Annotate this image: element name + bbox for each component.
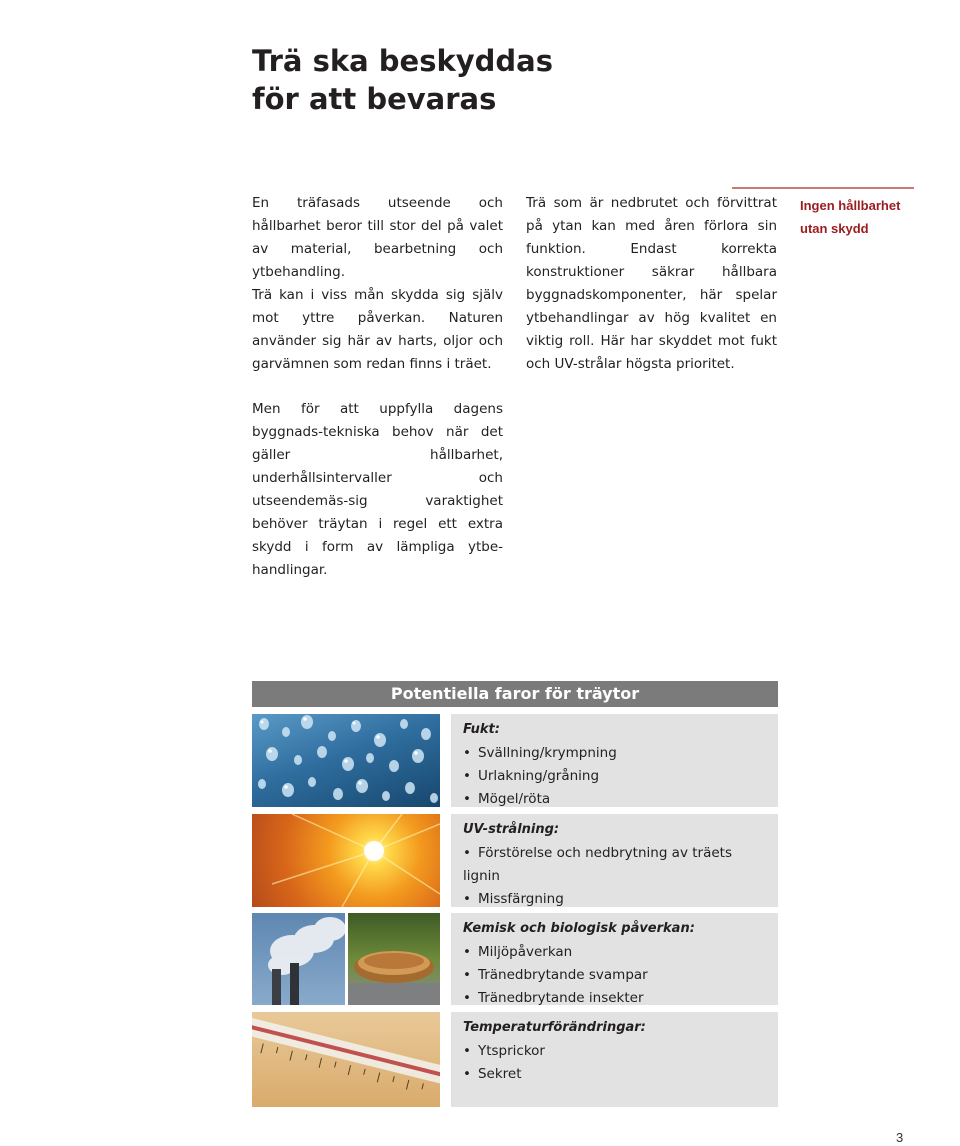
hazard-group-uv	[451, 814, 778, 907]
side-note	[800, 194, 920, 240]
hazard-group-moisture	[451, 714, 778, 807]
fungus-on-wood-image	[348, 913, 440, 1005]
hazard-list	[463, 941, 766, 1010]
hazards-title: Potentiella faror för träytor	[390, 684, 640, 703]
hazard-group-temperature	[451, 1012, 778, 1107]
hazard-item: • Ytsprickor	[463, 1040, 766, 1063]
hazard-item: • Mögel/röta	[463, 788, 766, 811]
sun-image	[252, 814, 440, 907]
side-note-line-1: Ingen hållbarhet	[800, 198, 901, 213]
hazard-item: • Miljöpåverkan	[463, 941, 766, 964]
surface-treatment-paragraph: Men för att uppfylla dagens byggnads-tekniska behov när det gäller hållbarhet, underhållsintervaller och utseendemäs-sig varaktighet behöver träytan i regel ett extra skydd i form av lämpliga ytbe-handlingar.	[252, 401, 503, 578]
hazard-item: • Förstörelse och nedbrytning av träets lignin	[463, 842, 766, 888]
natural-protection-paragraph: Trä kan i viss mån skydda sig själv mot yttre påverkan. Naturen använder sig här av harts, oljor och garvämnen som redan finns i träet.	[252, 287, 503, 372]
hazard-item: • Missfärgning	[463, 888, 766, 911]
page-number: 3	[896, 1130, 904, 1145]
title-line-2: för att bevaras	[252, 82, 497, 116]
hazard-group-heading: Fukt:	[463, 722, 500, 737]
hazard-list	[463, 1040, 766, 1086]
side-note-rule	[732, 187, 914, 189]
hazard-item: • Tränedbrytande insekter	[463, 987, 766, 1010]
thermometer-image	[252, 1012, 440, 1107]
hazard-group-heading: UV-strålning:	[463, 822, 560, 837]
hazard-item: • Urlakning/gråning	[463, 765, 766, 788]
side-note-line-2: utan skydd	[800, 221, 869, 236]
smoke-emission-image	[252, 913, 345, 1005]
hazard-item: • Sekret	[463, 1063, 766, 1086]
hazard-list	[463, 842, 766, 911]
weathering-paragraph: Trä som är nedbrutet och förvittrat på ytan kan med åren förlora sin funktion. Endast korrekta konstruktioner säkrar hållbara byggnadskomponenter, här spelar ytbehandlingar av hög kvalitet en viktig roll. Här har skyddet mot fukt och UV-strålar högsta prioritet.	[526, 195, 777, 372]
hazard-list	[463, 742, 766, 811]
page-title	[252, 42, 553, 118]
intro-paragraph: En träfasads utseende och hållbarhet beror till stor del på valet av material, bearbetning och ytbehandling.	[252, 195, 503, 280]
hazard-item: • Svällning/krympning	[463, 742, 766, 765]
hazard-group-chemical-biological	[451, 913, 778, 1005]
hazard-item: • Tränedbrytande svampar	[463, 964, 766, 987]
water-droplets-image	[252, 714, 440, 807]
title-line-1: Trä ska beskyddas	[252, 44, 554, 78]
hazard-group-heading: Kemisk och biologisk påverkan:	[463, 921, 695, 936]
hazard-group-heading: Temperaturförändringar:	[463, 1020, 646, 1035]
